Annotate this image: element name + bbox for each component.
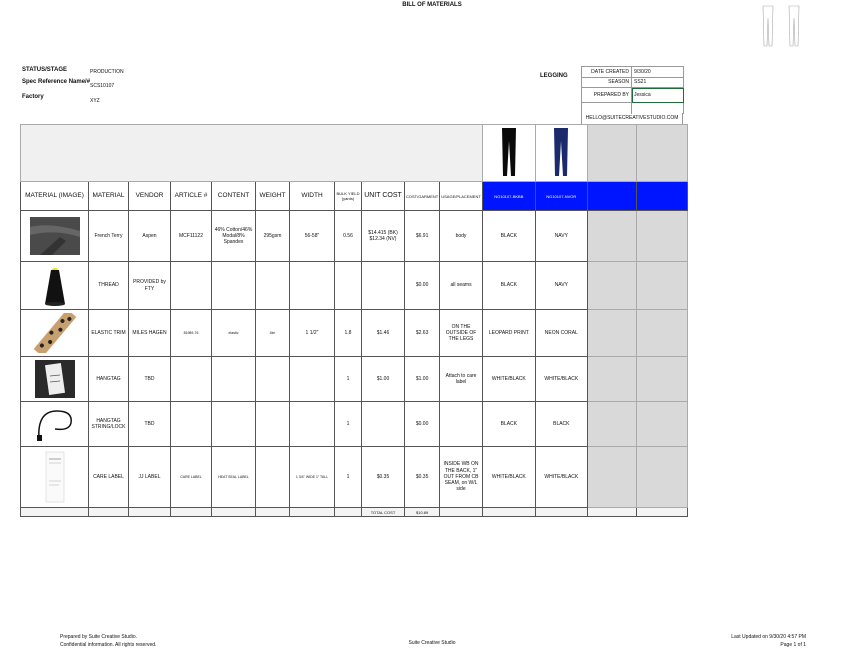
header-bulk-yield: BULK YIELD (yards) <box>335 182 362 211</box>
care-label-image <box>21 447 89 508</box>
cell-cost-garment: $6.91 <box>405 211 440 262</box>
blank-cell <box>636 447 687 508</box>
total-blank <box>89 508 129 517</box>
status-label: STATUS/STAGE <box>22 67 67 73</box>
table-row <box>21 211 688 262</box>
cell-colorway-2: WHITE/BLACK <box>535 357 587 402</box>
total-blank <box>535 508 587 517</box>
hangtag-string-image <box>21 402 89 447</box>
cell-cost-garment: $2.63 <box>405 310 440 357</box>
cell-weight <box>256 447 290 508</box>
cell-article: CARE LABEL <box>171 447 212 508</box>
cell-usage: body <box>440 211 483 262</box>
header-colorway-2: NG10107-NVOR <box>535 182 587 211</box>
footer-prepared-by: Prepared by Suite Creative Studio. <box>60 634 137 640</box>
season-value[interactable]: SS21 <box>632 77 684 88</box>
total-blank <box>636 508 687 517</box>
header-article: ARTICLE # <box>171 182 212 211</box>
cell-weight: 295gsm <box>256 211 290 262</box>
hangtag-image <box>21 357 89 402</box>
total-blank <box>129 508 171 517</box>
date-created-label: DATE CREATED <box>582 67 632 78</box>
blank-cell <box>587 447 636 508</box>
cell-article <box>171 262 212 310</box>
cell-vendor: TBD <box>129 357 171 402</box>
blank-cell <box>636 310 687 357</box>
blank-column <box>636 125 687 182</box>
cell-colorway-2: BLACK <box>535 402 587 447</box>
season-label: SEASON <box>582 77 632 88</box>
blank-cell <box>587 262 636 310</box>
blank-cell <box>587 211 636 262</box>
header-colorway-1: NG10107-BKBB <box>482 182 535 211</box>
cell-article <box>171 357 212 402</box>
cell-material: HANGTAG <box>89 357 129 402</box>
cell-yield <box>335 262 362 310</box>
factory-value: XYZ <box>90 98 100 104</box>
cell-width: 1 1/2" <box>290 310 335 357</box>
cell-width: 1 3/4" WIDE 1" TALL <box>290 447 335 508</box>
cell-colorway-2: NAVY <box>535 211 587 262</box>
cell-width <box>290 357 335 402</box>
cell-material: ELASTIC TRIM <box>89 310 129 357</box>
header-material-image: MATERIAL (IMAGE) <box>21 182 89 211</box>
cell-cost-garment: $0.00 <box>405 402 440 447</box>
blank-cell <box>636 402 687 447</box>
thread-cone-image <box>21 262 89 310</box>
cell-colorway-1: BLACK <box>482 262 535 310</box>
cell-unit-cost <box>362 402 405 447</box>
cell-content <box>212 357 256 402</box>
footer-confidential: Confidential information. All rights reserved. <box>60 642 157 648</box>
header-blank-band <box>21 125 483 182</box>
header-width: WIDTH <box>290 182 335 211</box>
spec-label: Spec Reference Name/# <box>22 79 91 85</box>
cell-weight: 4lm <box>256 310 290 357</box>
cell-material: CARE LABEL <box>89 447 129 508</box>
footer-studio-name: Suite Creative Studio <box>408 640 456 646</box>
document-title: BILL OF MATERIALS <box>402 2 462 8</box>
cell-colorway-1: BLACK <box>482 402 535 447</box>
cell-yield: 1 <box>335 447 362 508</box>
cell-cost-garment: $0.35 <box>405 447 440 508</box>
total-blank <box>212 508 256 517</box>
table-row <box>21 447 688 508</box>
cell-colorway-2: NEON CORAL <box>535 310 587 357</box>
spec-value: SCS10107 <box>90 83 115 89</box>
bom-table <box>20 124 688 517</box>
header-vendor: VENDOR <box>129 182 171 211</box>
cell-yield: 1 <box>335 357 362 402</box>
header-colorway-blank <box>587 182 636 211</box>
legging-navy-shape <box>554 128 568 176</box>
cell-unit-cost: $0.35 <box>362 447 405 508</box>
status-value: PRODUCTION <box>90 69 124 75</box>
table-row <box>21 310 688 357</box>
header-content: CONTENT <box>212 182 256 211</box>
total-cost-label: TOTAL COST <box>362 508 405 517</box>
blank-cell <box>587 357 636 402</box>
total-row <box>21 508 688 517</box>
cell-usage <box>440 402 483 447</box>
blank-cell <box>636 211 687 262</box>
total-blank <box>290 508 335 517</box>
cell-usage: INSIDE WB ON THE BACK, 1" OUT FROM CB SEAM, on W/L side <box>440 447 483 508</box>
header-weight: WEIGHT <box>256 182 290 211</box>
legging-flat-sketch-thumbnail <box>757 4 807 48</box>
prepared-by-label: PREPARED BY <box>582 88 632 103</box>
cell-material: THREAD <box>89 262 129 310</box>
colorway-1-image <box>482 125 535 182</box>
blank-cell <box>636 357 687 402</box>
cell-weight <box>256 262 290 310</box>
footer-page-number: Page 1 of 1 <box>780 642 806 648</box>
cell-width <box>290 262 335 310</box>
header-usage: USAGE/PLACEMENT <box>440 182 483 211</box>
total-blank <box>440 508 483 517</box>
cell-content: elastic <box>212 310 256 357</box>
cell-article: MCF11122 <box>171 211 212 262</box>
cell-material: HANGTAG STRING/LOCK <box>89 402 129 447</box>
header-unit-cost: UNIT COST <box>362 182 405 211</box>
cell-article: 81989-76 <box>171 310 212 357</box>
cell-colorway-1: LEOPARD PRINT <box>482 310 535 357</box>
footer-last-updated: Last Updated on 9/30/20 4:57 PM <box>731 634 806 640</box>
cell-content: 46% Cotton/46% Modal/8% Spandex <box>212 211 256 262</box>
header-cost-garment: COST/GARMENT <box>405 182 440 211</box>
cell-article <box>171 402 212 447</box>
legging-black-shape <box>502 128 516 176</box>
table-row <box>21 402 688 447</box>
cell-content <box>212 402 256 447</box>
cell-yield: 1 <box>335 402 362 447</box>
contact-email[interactable]: HELLO@SUITECREATIVESTUDIO.COM <box>581 113 683 125</box>
cell-vendor: JJ LABEL <box>129 447 171 508</box>
cell-cost-garment: $0.00 <box>405 262 440 310</box>
total-cost-value: $10.89 <box>405 508 440 517</box>
factory-label: Factory <box>22 94 44 100</box>
date-created-value[interactable]: 9/30/20 <box>632 67 684 78</box>
style-name: LEGGING <box>540 73 568 79</box>
cell-weight <box>256 402 290 447</box>
cell-vendor: PROVIDED by FTY <box>129 262 171 310</box>
total-blank <box>587 508 636 517</box>
cell-colorway-1: WHITE/BLACK <box>482 447 535 508</box>
table-row <box>21 357 688 402</box>
prepared-by-value[interactable]: Jessica <box>632 88 684 103</box>
cell-colorway-2: WHITE/BLACK <box>535 447 587 508</box>
cell-yield: 0.56 <box>335 211 362 262</box>
cell-content: HEAT SEAL LABEL <box>212 447 256 508</box>
total-blank <box>21 508 89 517</box>
cell-vendor: TBD <box>129 402 171 447</box>
cell-material: French Terry <box>89 211 129 262</box>
cell-usage: Attach to care label <box>440 357 483 402</box>
header-colorway-blank <box>636 182 687 211</box>
header-material: MATERIAL <box>89 182 129 211</box>
total-blank <box>171 508 212 517</box>
cell-width <box>290 402 335 447</box>
cell-vendor: Aspen <box>129 211 171 262</box>
cell-yield: 1.8 <box>335 310 362 357</box>
cell-usage: all seams <box>440 262 483 310</box>
cell-content <box>212 262 256 310</box>
total-blank <box>482 508 535 517</box>
cell-unit-cost: $14.415 (BK) $12.34 (NV) <box>362 211 405 262</box>
cell-unit-cost <box>362 262 405 310</box>
cell-unit-cost: $1.46 <box>362 310 405 357</box>
cell-colorway-1: BLACK <box>482 211 535 262</box>
elastic-trim-image <box>21 310 89 357</box>
cell-colorway-1: WHITE/BLACK <box>482 357 535 402</box>
info-grid <box>581 66 684 114</box>
cell-width: 56-58" <box>290 211 335 262</box>
blank-cell <box>587 310 636 357</box>
total-blank <box>256 508 290 517</box>
cell-usage: ON THE OUTSIDE OF THE LEGS <box>440 310 483 357</box>
cell-cost-garment: $1.00 <box>405 357 440 402</box>
cell-unit-cost: $1.00 <box>362 357 405 402</box>
blank-cell <box>587 402 636 447</box>
blank-cell <box>636 262 687 310</box>
cell-weight <box>256 357 290 402</box>
fabric-swatch-image <box>21 211 89 262</box>
blank-column <box>587 125 636 182</box>
cell-vendor: MILES HAGEN <box>129 310 171 357</box>
colorway-2-image <box>535 125 587 182</box>
table-row <box>21 262 688 310</box>
total-blank <box>335 508 362 517</box>
cell-colorway-2: NAVY <box>535 262 587 310</box>
